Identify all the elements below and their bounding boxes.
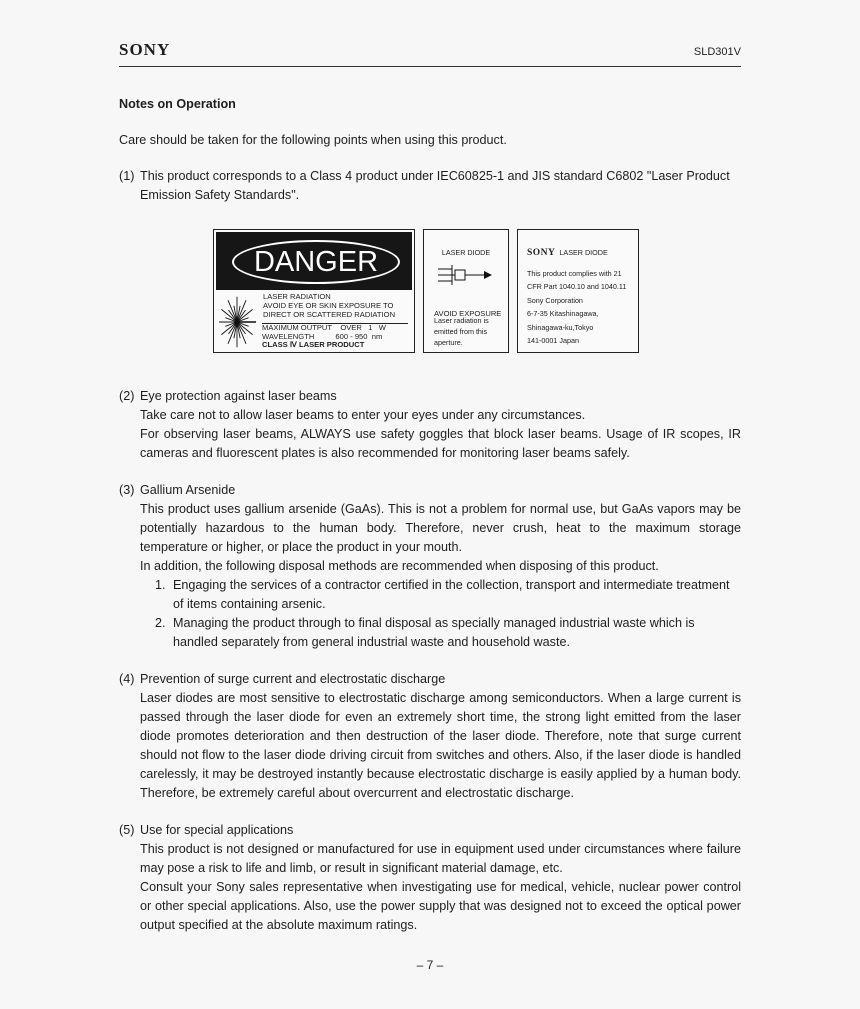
danger-word: DANGER — [232, 240, 400, 284]
note-text: Prevention of surge current and electrostatic discharge — [140, 672, 446, 686]
note-1 — [119, 167, 741, 205]
note-number: (5) — [119, 823, 135, 837]
danger-label — [213, 229, 415, 353]
note-4-title — [119, 670, 741, 689]
note-3-title — [119, 481, 741, 500]
laser-warning-labels — [119, 219, 741, 369]
compliance-brand: SONY — [527, 248, 556, 258]
list-item-number: 2. — [155, 616, 166, 630]
compliance-line-5: Shinagawa-ku,Tokyo — [527, 322, 594, 332]
max-output: MAXIMUM OUTPUT OVER 1 W — [262, 323, 386, 332]
note-2-paragraph-2: For observing laser beams, ALWAYS use safety goggles that block laser beams. Usage of IR scopes, IR cameras and fluorescent plates is also recommended for monitoring laser beams safely. — [140, 427, 741, 460]
note-4 — [119, 670, 741, 803]
danger-line-1: LASER RADIATION — [263, 292, 331, 301]
note-number: (3) — [119, 483, 135, 497]
note-5 — [119, 821, 741, 935]
note-text: Gallium Arsenide — [140, 483, 236, 497]
note-2 — [119, 387, 741, 463]
list-item-text: Engaging the services of a contractor certified in the collection, transport and intermediate treatment of items containing arsenic. — [173, 578, 730, 611]
laser-starburst-icon — [218, 294, 256, 350]
note-5-paragraph-1: This product is not designed or manufactured for use in equipment used under circumstances where failure may pose a risk to life and limb, or result in significant material damage, etc. — [140, 842, 741, 875]
avoid-exposure: AVOID EXPOSURE — [434, 309, 502, 318]
note-number: (4) — [119, 672, 135, 686]
compliance-label-title — [527, 243, 608, 263]
note-text: Eye protection against laser beams — [140, 389, 337, 403]
list-item-number: 1. — [155, 578, 166, 592]
note-3-paragraph-2: In addition, the following disposal methods are recommended when disposing of this product. — [140, 559, 659, 573]
compliance-label — [517, 229, 639, 353]
compliance-text — [527, 267, 626, 347]
page-header — [119, 38, 741, 67]
intro-paragraph: Care should be taken for the following points when using this product. — [119, 133, 507, 147]
danger-line-3: DIRECT OR SCATTERED RADIATION — [263, 310, 396, 319]
page-content — [119, 95, 741, 953]
sony-logo: SONY — [119, 40, 171, 59]
aperture-text — [434, 315, 489, 348]
document-number: SLD301V — [693, 46, 741, 58]
note-5-paragraph-2: Consult your Sony sales representative when investigating use for medical, vehicle, nuclear power control or other special applications. Also, use the power supply that was designed not to exceed the optical power output specified at the absolute maximum ratings. — [140, 880, 741, 932]
compliance-line-3: Sony Corporation — [527, 295, 583, 305]
compliance-line-4: 6-7-35 Kitashinagawa, — [527, 309, 599, 319]
note-5-title — [119, 821, 741, 840]
aperture-line-3: aperture. — [434, 338, 463, 347]
laser-class: CLASS Ⅳ LASER PRODUCT — [262, 340, 365, 349]
wavelength: WAVELENGTH 600 - 950 nm — [262, 331, 383, 341]
compliance-title: LASER DIODE — [559, 248, 608, 257]
danger-specs — [262, 323, 408, 351]
aperture-line-2: emitted from this — [434, 327, 488, 336]
note-text: This product corresponds to a Class 4 product under IEC60825-1 and JIS standard C6802 "Laser Product Emission Safety Standards". — [140, 169, 730, 202]
aperture-label-title: LASER DIODE — [441, 248, 491, 257]
aperture-line-1: Laser radiation is — [434, 316, 489, 325]
danger-text — [263, 292, 395, 319]
list-item-text: Managing the product through to final disposal as specially managed industrial waste which is handled separately from general industrial waste and household waste. — [173, 616, 695, 649]
note-1-title — [119, 167, 741, 205]
compliance-line-2: CFR Part 1040.10 and 1040.11 — [527, 282, 627, 292]
aperture-label — [423, 229, 509, 353]
danger-line-2: AVOID EYE OR SKIN EXPOSURE TO — [263, 301, 394, 310]
note-2-paragraph-1: Take care not to allow laser beams to enter your eyes under any circumstances. — [140, 408, 586, 422]
note-2-title — [119, 387, 741, 406]
danger-banner — [216, 232, 412, 290]
note-text: Use for special applications — [140, 823, 294, 837]
section-heading: Notes on Operation — [119, 97, 236, 111]
compliance-line-1: This product complies with 21 — [527, 269, 622, 278]
note-number: (1) — [119, 169, 135, 183]
page-number: – 7 – — [416, 958, 444, 972]
note-number: (2) — [119, 389, 135, 403]
laser-diode-icon — [436, 262, 496, 288]
list-item — [119, 614, 741, 652]
note-4-paragraph-1: Laser diodes are most sensitive to electrostatic discharge among semiconductors. When a large current is passed through the laser diode for even an extremely short time, the strong light emitted from the laser diode promotes deterioration and then destruction of the laser diode. Therefore, note that surge current should not flow to the laser diode driving circuit from switches and others. Also, if the laser diode is handled carelessly, it may be destroyed instantly because electrostatic discharge is easily applied by a human body. Therefore, be extremely careful about overcurrent and electrostatic discharge. — [140, 691, 741, 800]
compliance-line-6: 141-0001 Japan — [527, 336, 579, 346]
note-3-paragraph-1: This product uses gallium arsenide (GaAs). This is not a problem for normal use, but GaAs vapors may be potentially hazardous to the human body. Therefore, never crush, heat to the maximum storage temperature or higher, or place the product in your mouth. — [140, 502, 741, 554]
list-item — [119, 576, 741, 614]
note-3 — [119, 481, 741, 652]
